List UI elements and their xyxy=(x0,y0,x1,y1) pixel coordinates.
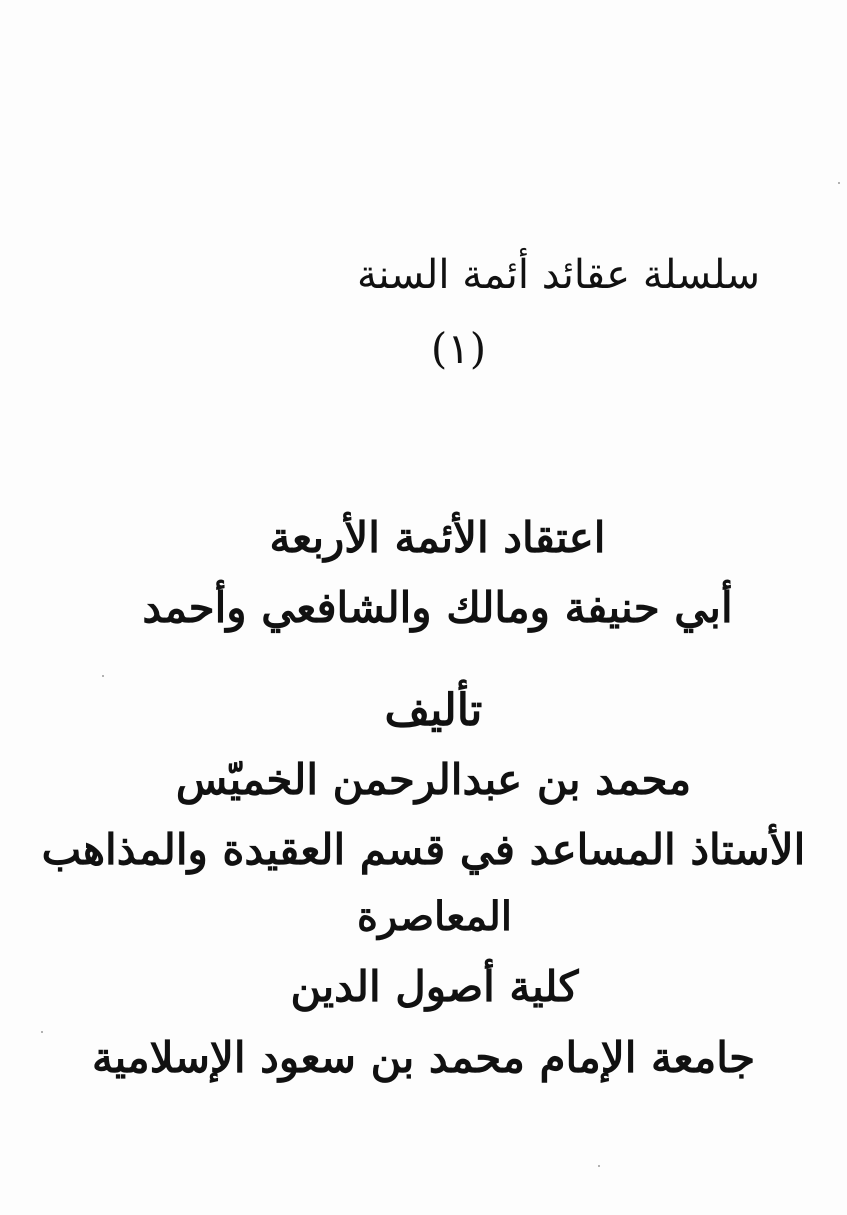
book-subtitle: أبي حنيفة ومالك والشافعي وأحمد xyxy=(142,583,733,632)
scan-speck xyxy=(41,1031,43,1033)
author-name: محمد بن عبدالرحمن الخميّس xyxy=(175,755,692,804)
scan-speck xyxy=(102,675,104,677)
university-name: جامعة الإمام محمد بن سعود الإسلامية xyxy=(91,1033,756,1082)
scan-speck xyxy=(598,1165,600,1167)
author-position-line-1: الأستاذ المساعد في قسم العقيدة والمذاهب xyxy=(41,825,806,874)
series-number: (١) xyxy=(430,324,487,373)
author-label: تأليف xyxy=(384,685,483,736)
book-title: اعتقاد الأئمة الأربعة xyxy=(269,513,606,562)
author-position-line-2: المعاصرة xyxy=(357,893,512,940)
series-title: سلسلة عقائد أئمة السنة xyxy=(356,252,760,298)
scan-speck xyxy=(838,182,840,184)
college-name: كلية أصول الدين xyxy=(290,962,579,1011)
